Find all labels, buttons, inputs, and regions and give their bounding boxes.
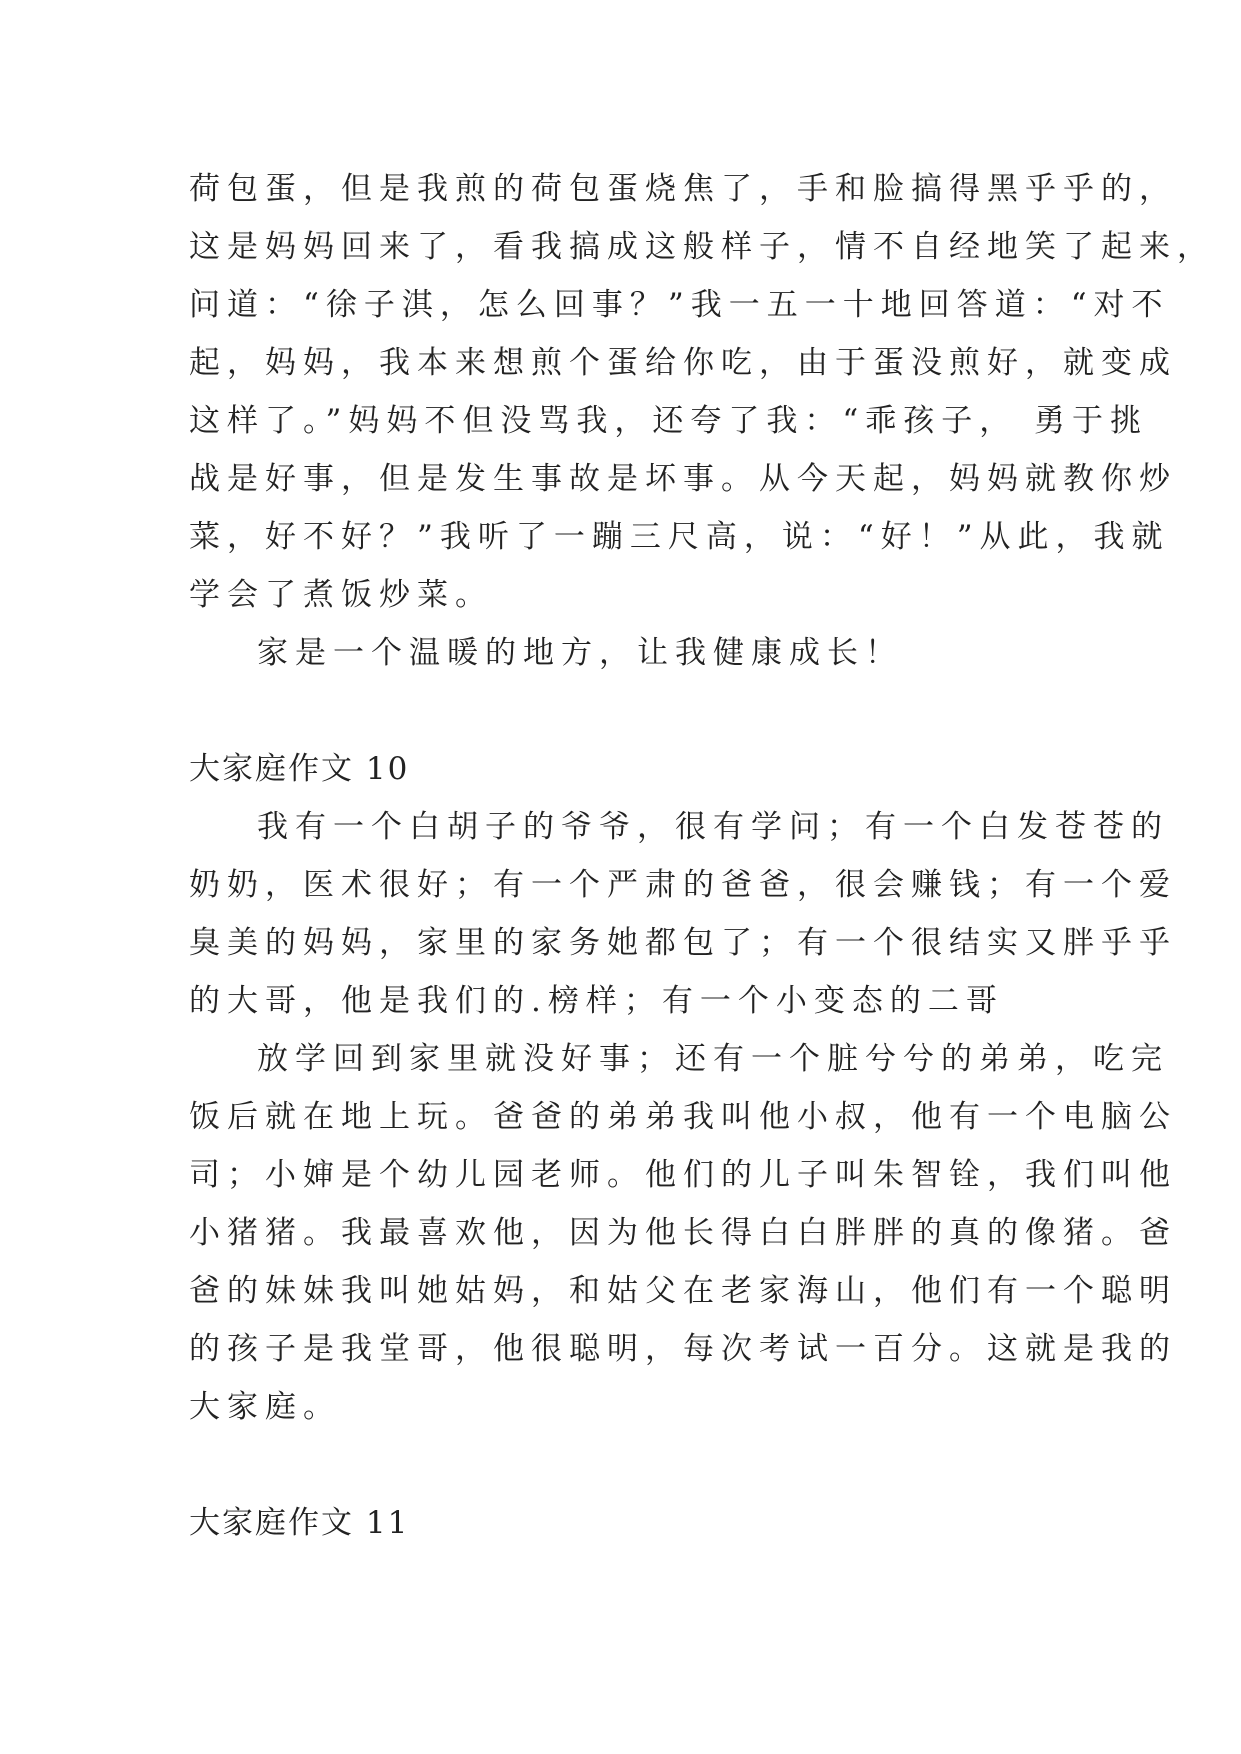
text-line: 司；小婶是个幼儿园老师。他们的儿子叫朱智铨，我们叫他 [189, 1157, 1177, 1193]
text-line: 爸的妹妹我叫她姑妈，和姑父在老家海山，他们有一个聪明 [189, 1273, 1177, 1309]
section-heading-10: 大家庭作文 10 [189, 751, 410, 787]
text-line: 学会了煮饭炒菜。 [189, 577, 493, 613]
section-spacer [189, 682, 1069, 740]
text-line: 菜，好不好？”我听了一蹦三尺高，说：“好！”从此，我就 [189, 519, 1170, 555]
text-line: 大家庭。 [189, 1389, 341, 1425]
document-body [189, 160, 1215, 1552]
paragraph-3 [189, 798, 1177, 1030]
text-line: 放学回到家里就没好事；还有一个脏兮兮的弟弟，吃完 [257, 1041, 1169, 1077]
text-line: 这样了。”妈妈不但没骂我，还夸了我：“乖孩子， 勇于挑 [189, 403, 1149, 439]
section-spacer [189, 1436, 1069, 1494]
paragraph-2 [189, 624, 1069, 682]
paragraph-4 [189, 1030, 1177, 1436]
paragraph-1 [189, 160, 1215, 624]
text-line: 战是好事，但是发生事故是坏事。从今天起，妈妈就教你炒 [189, 461, 1177, 497]
text-line: 我有一个白胡子的爷爷，很有学问；有一个白发苍苍的 [257, 809, 1169, 845]
text-line: 问道：“徐子淇，怎么回事？”我一五一十地回答道：“对不 [189, 287, 1170, 323]
text-line: 这是妈妈回来了，看我搞成这般样子，情不自经地笑了起来， [189, 229, 1215, 265]
text-line: 的孩子是我堂哥，他很聪明，每次考试一百分。这就是我的 [189, 1331, 1177, 1367]
text-line: 家是一个温暖的地方，让我健康成长！ [257, 635, 903, 671]
section-heading-11: 大家庭作文 11 [189, 1505, 410, 1541]
text-line: 小猪猪。我最喜欢他，因为他长得白白胖胖的真的像猪。爸 [189, 1215, 1177, 1251]
text-line: 的大哥，他是我们的.榜样；有一个小变态的二哥 [189, 983, 1004, 1019]
text-line: 臭美的妈妈，家里的家务她都包了；有一个很结实又胖乎乎 [189, 925, 1177, 961]
text-line: 奶奶，医术很好；有一个严肃的爸爸，很会赚钱；有一个爱 [189, 867, 1177, 903]
text-line: 起，妈妈，我本来想煎个蛋给你吃，由于蛋没煎好，就变成 [189, 345, 1177, 381]
text-line: 饭后就在地上玩。爸爸的弟弟我叫他小叔，他有一个电脑公 [189, 1099, 1177, 1135]
text-line: 荷包蛋，但是我煎的荷包蛋烧焦了，手和脸搞得黑乎乎的， [189, 171, 1177, 207]
